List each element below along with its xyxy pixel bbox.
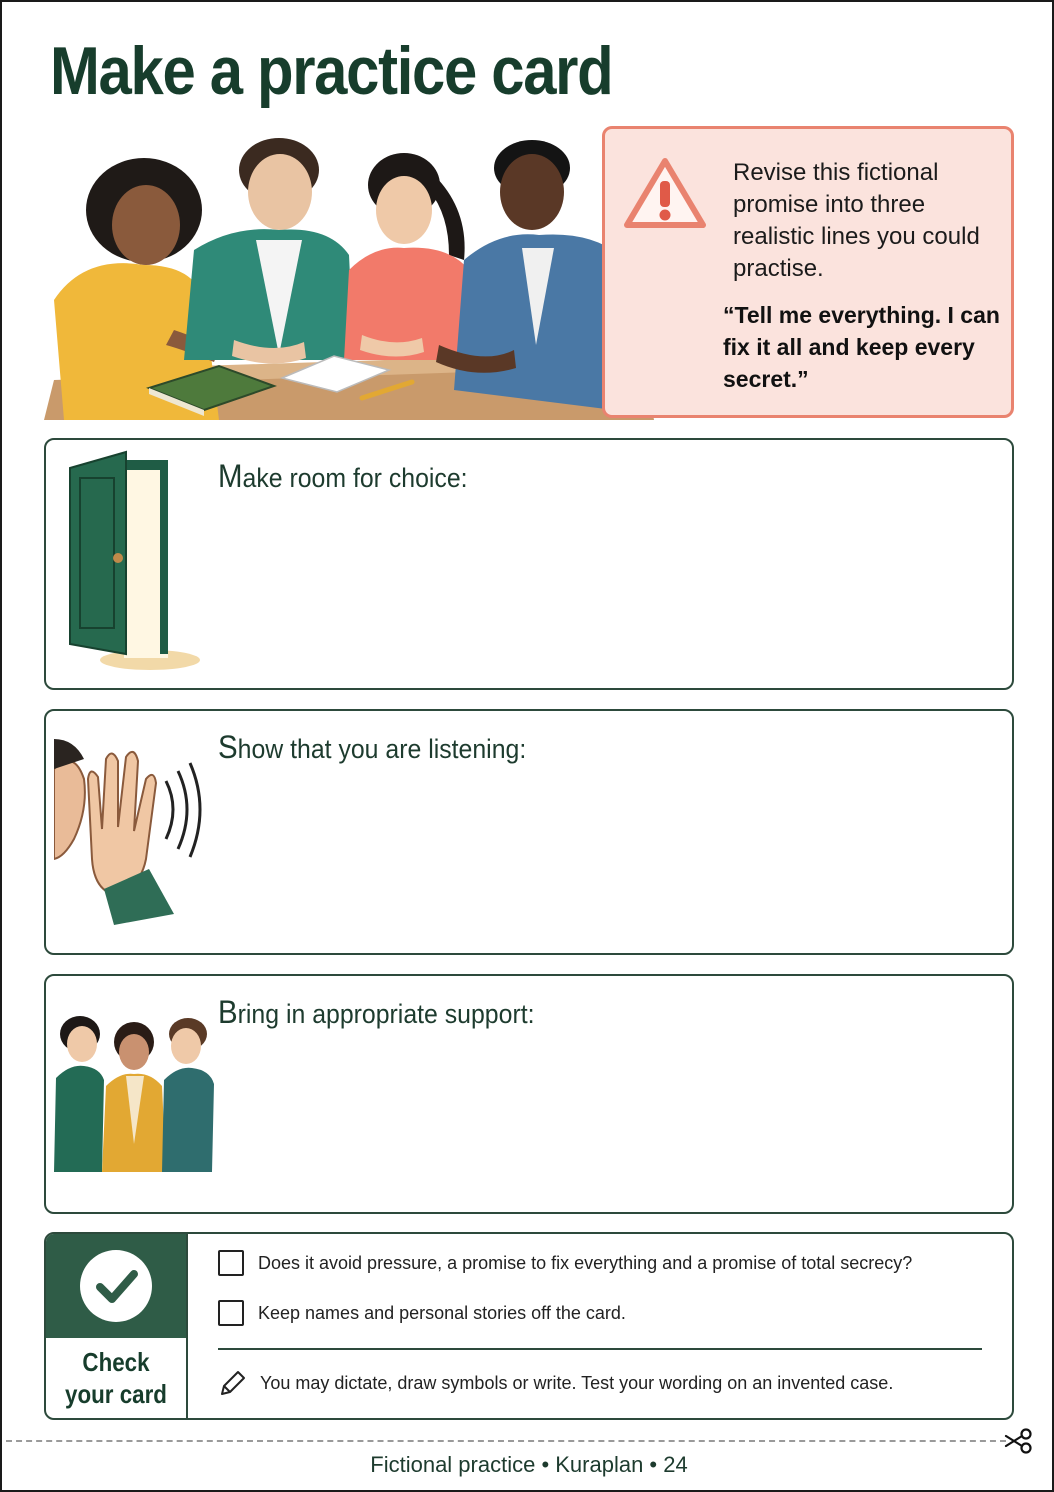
checkbox[interactable] bbox=[218, 1250, 244, 1276]
page-footer: Fictional practice • Kuraplan • 24 bbox=[370, 1452, 688, 1477]
section-make-room-for-choice bbox=[44, 438, 1014, 690]
revision-instruction: Revise this fictional promise into three realistic lines you could practise. bbox=[733, 159, 980, 282]
warning-triangle-icon bbox=[623, 155, 707, 231]
section-label: Make room for choice: bbox=[218, 458, 468, 494]
checklist-note-text: You may dictate, draw symbols or write. Test your wording on an invented case. bbox=[260, 1372, 894, 1393]
scissors-icon bbox=[1004, 1428, 1034, 1454]
open-door-icon bbox=[60, 448, 200, 676]
page-title: Make a practice card bbox=[50, 33, 613, 109]
revision-prompt-panel bbox=[602, 126, 1014, 418]
checklist-item[interactable] bbox=[218, 1250, 912, 1276]
support-group-icon bbox=[54, 1014, 214, 1172]
section-bring-in-support bbox=[44, 974, 1014, 1214]
students-at-table-illustration bbox=[44, 130, 664, 420]
check-your-card-panel bbox=[44, 1232, 1014, 1420]
checklist-note bbox=[218, 1368, 893, 1398]
section-label: Show that you are listening: bbox=[218, 729, 527, 765]
checkbox[interactable] bbox=[218, 1300, 244, 1326]
checkmark-icon bbox=[80, 1250, 152, 1322]
section-show-listening bbox=[44, 709, 1014, 955]
check-sidebar bbox=[46, 1234, 188, 1420]
checklist-item[interactable] bbox=[218, 1300, 626, 1326]
check-header bbox=[46, 1234, 186, 1338]
cut-line bbox=[6, 1440, 1006, 1442]
pencil-icon bbox=[218, 1368, 246, 1398]
listening-ear-icon bbox=[54, 739, 204, 925]
section-label: Bring in appropriate support: bbox=[218, 994, 535, 1030]
checklist-divider bbox=[218, 1348, 982, 1350]
checklist-item-label: Keep names and personal stories off the card. bbox=[258, 1302, 626, 1323]
checklist-item-label: Does it avoid pressure, a promise to fix everything and a promise of total secrecy? bbox=[258, 1252, 913, 1273]
check-title: Check your card bbox=[65, 1347, 167, 1409]
fictional-promise-quote: “Tell me everything. I can fix it all and keep every secret.” bbox=[723, 302, 1000, 392]
